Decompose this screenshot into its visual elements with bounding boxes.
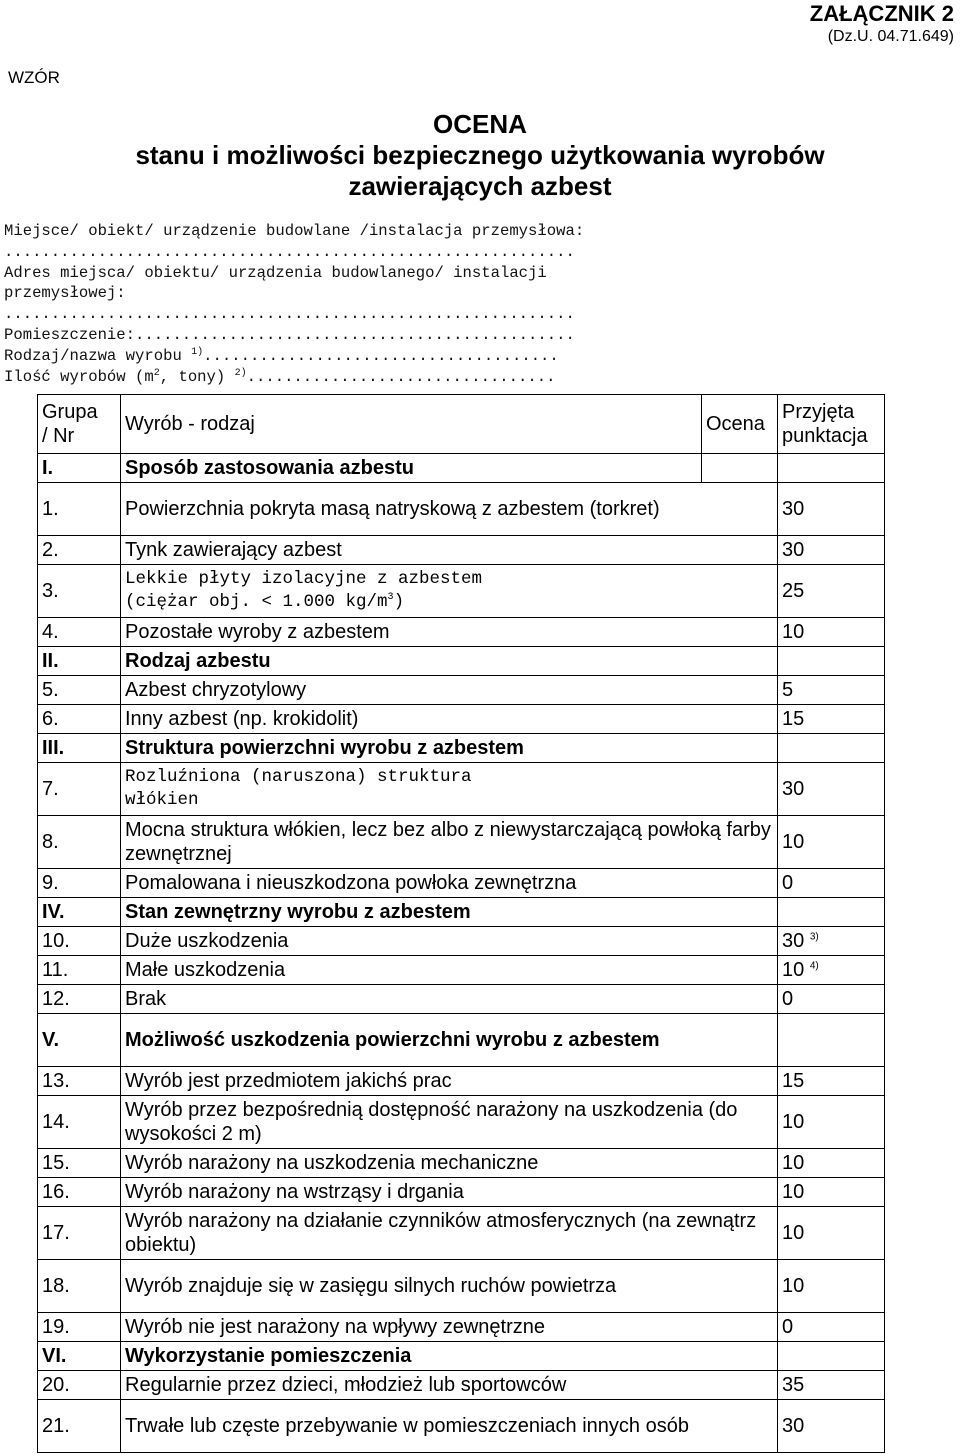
table-row [38, 1178, 885, 1207]
table-row [38, 1313, 885, 1342]
table-row [38, 1371, 885, 1400]
table-row [38, 869, 885, 898]
row-points: 30 [778, 763, 885, 816]
section-row [38, 898, 885, 927]
row-nr: 2. [38, 536, 121, 565]
row-points: 10 [778, 1178, 885, 1207]
row-nr: 19. [38, 1313, 121, 1342]
row-nr: IV. [38, 898, 121, 927]
table-row [38, 536, 885, 565]
row-name: Powierzchnia pokryta masą natryskową z azbestem (torkret) [121, 483, 778, 536]
row-nr: 15. [38, 1149, 121, 1178]
row-name: Rozluźniona (naruszona) struktura włókien [121, 763, 778, 816]
row-name: Rodzaj azbestu [121, 647, 778, 676]
table-row [38, 618, 885, 647]
row-name: Lekkie płyty izolacyjne z azbestem (ciężar obj. < 1.000 $kg/m^3$) [121, 565, 778, 618]
table-row [38, 1260, 885, 1313]
row-nr: 17. [38, 1207, 121, 1260]
row-points: 10 [778, 1260, 885, 1313]
row-points: 5 [778, 676, 885, 705]
table-row [38, 1096, 885, 1149]
header-group: Grupa / Nr [38, 395, 121, 454]
row-nr: 5. [38, 676, 121, 705]
assessment-table [37, 394, 885, 1453]
row-nr: 6. [38, 705, 121, 734]
form-line-address-cont: przemysłowej: [4, 284, 126, 303]
form-line-room: Pomieszczenie:............................................... [4, 325, 575, 344]
row-name: Wyrób przez bezpośrednią dostępność narażony na uszkodzenia (do wysokości 2 m) [121, 1096, 778, 1149]
row-points: 0 [778, 1313, 885, 1342]
row-name: Małe uszkodzenia [121, 956, 778, 985]
row-name: Wyrób narażony na uszkodzenia mechaniczne [121, 1149, 778, 1178]
row-points [778, 1342, 885, 1371]
row-nr: III. [38, 734, 121, 763]
table-row [38, 1400, 885, 1453]
row-points: 10 [778, 1149, 885, 1178]
row-nr: 7. [38, 763, 121, 816]
row-points: 10 [778, 618, 885, 647]
row-name: Mocna struktura włókien, lecz bez albo z niewystarczającą powłoką farby zewnętrznej [121, 816, 778, 869]
section-row [38, 454, 885, 483]
section-row [38, 1342, 885, 1371]
row-nr: 10. [38, 927, 121, 956]
row-points: 10 [778, 1207, 885, 1260]
row-name: Wyrób narażony na działanie czynników atmosferycznych (na zewnątrz obiektu) [121, 1207, 778, 1260]
row-nr: V. [38, 1014, 121, 1067]
row-nr: II. [38, 647, 121, 676]
row-points: 35 [778, 1371, 885, 1400]
row-points [778, 734, 885, 763]
document-title [0, 108, 960, 202]
row-points [778, 898, 885, 927]
row-nr: 4. [38, 618, 121, 647]
form-line-product-type: Rodzaj/nazwa wyrobu $^{1)}$...................................... [4, 346, 559, 365]
row-points: 15 [778, 1067, 885, 1096]
row-points: 30 [778, 483, 885, 536]
row-points: 25 [778, 565, 885, 618]
row-nr: 20. [38, 1371, 121, 1400]
form-line-location-fill: ............................................................. [4, 242, 575, 261]
row-points [778, 454, 885, 483]
row-points: 0 [778, 869, 885, 898]
template-label: WZÓR [8, 68, 60, 87]
row-nr: 9. [38, 869, 121, 898]
form-line-address: Adres miejsca/ obiektu/ urządzenia budowlanego/ instalacji [4, 263, 547, 282]
row-nr: 1. [38, 483, 121, 536]
row-nr: VI. [38, 1342, 121, 1371]
annex-reference: (Dz.U. 04.71.649) [827, 28, 954, 45]
row-points [778, 647, 885, 676]
row-points: 15 [778, 705, 885, 734]
row-name: Wyrób narażony na wstrząsy i drgania [121, 1178, 778, 1207]
table-header-row [38, 395, 885, 454]
row-name: Wykorzystanie pomieszczenia [121, 1342, 778, 1371]
row-points: 10 $^{4)}$ [778, 956, 885, 985]
row-name: Tynk zawierający azbest [121, 536, 778, 565]
row-nr: 14. [38, 1096, 121, 1149]
header-product: Wyrób - rodzaj [121, 395, 702, 454]
row-name: Wyrób jest przedmiotem jakichś prac [121, 1067, 778, 1096]
row-nr: 18. [38, 1260, 121, 1313]
row-points: 0 [778, 985, 885, 1014]
row-nr: 3. [38, 565, 121, 618]
table-row [38, 1067, 885, 1096]
table-row [38, 816, 885, 869]
form-fields [4, 221, 584, 387]
row-name: Duże uszkodzenia [121, 927, 778, 956]
annex-title: ZAŁĄCZNIK 2 [809, 1, 954, 26]
row-name: Stan zewnętrzny wyrobu z azbestem [121, 898, 778, 927]
row-rating [702, 454, 778, 483]
table-row [38, 763, 885, 816]
row-nr: 21. [38, 1400, 121, 1453]
row-name: Brak [121, 985, 778, 1014]
row-points: 30 [778, 1400, 885, 1453]
row-points: 30 [778, 536, 885, 565]
row-name: Wyrób znajduje się w zasięgu silnych ruchów powietrza [121, 1260, 778, 1313]
row-points: 10 [778, 1096, 885, 1149]
row-name: Sposób zastosowania azbestu [121, 454, 702, 483]
row-nr: 8. [38, 816, 121, 869]
table-row [38, 927, 885, 956]
row-nr: 12. [38, 985, 121, 1014]
title-line-1: OCENA [433, 109, 527, 139]
form-line-quantity: Ilość wyrobów ($m^2$, tony) $^{2)}$................................. [4, 367, 556, 386]
section-row [38, 1014, 885, 1067]
table-row [38, 985, 885, 1014]
row-name: Regularnie przez dzieci, młodzież lub sportowców [121, 1371, 778, 1400]
row-name: Pomalowana i nieuszkodzona powłoka zewnętrzna [121, 869, 778, 898]
row-nr: I. [38, 454, 121, 483]
section-row [38, 647, 885, 676]
row-nr: 16. [38, 1178, 121, 1207]
form-line-location: Miejsce/ obiekt/ urządzenie budowlane /instalacja przemysłowa: [4, 222, 585, 240]
row-nr: 13. [38, 1067, 121, 1096]
annex-header [810, 0, 954, 47]
header-rating: Ocena [702, 395, 778, 454]
table-row [38, 676, 885, 705]
row-points: 30 $^{3)}$ [778, 927, 885, 956]
title-line-2: stanu i możliwości bezpiecznego użytkowania wyrobów [135, 140, 825, 170]
table-row [38, 1149, 885, 1178]
table-row [38, 483, 885, 536]
table-row [38, 565, 885, 618]
form-line-address-fill: ............................................................. [4, 305, 575, 324]
table-row [38, 956, 885, 985]
row-name: Trwałe lub częste przebywanie w pomieszczeniach innych osób [121, 1400, 778, 1453]
row-points [778, 1014, 885, 1067]
row-name: Azbest chryzotylowy [121, 676, 778, 705]
row-name: Inny azbest (np. krokidolit) [121, 705, 778, 734]
row-name: Możliwość uszkodzenia powierzchni wyrobu z azbestem [121, 1014, 778, 1067]
section-row [38, 734, 885, 763]
row-name: Wyrób nie jest narażony na wpływy zewnętrzne [121, 1313, 778, 1342]
table-row [38, 1207, 885, 1260]
table-row [38, 705, 885, 734]
row-name: Struktura powierzchni wyrobu z azbestem [121, 734, 778, 763]
row-name: Pozostałe wyroby z azbestem [121, 618, 778, 647]
title-line-3: zawierających azbest [348, 171, 612, 201]
header-points: Przyjęta punktacja [778, 395, 885, 454]
row-nr: 11. [38, 956, 121, 985]
row-points: 10 [778, 816, 885, 869]
